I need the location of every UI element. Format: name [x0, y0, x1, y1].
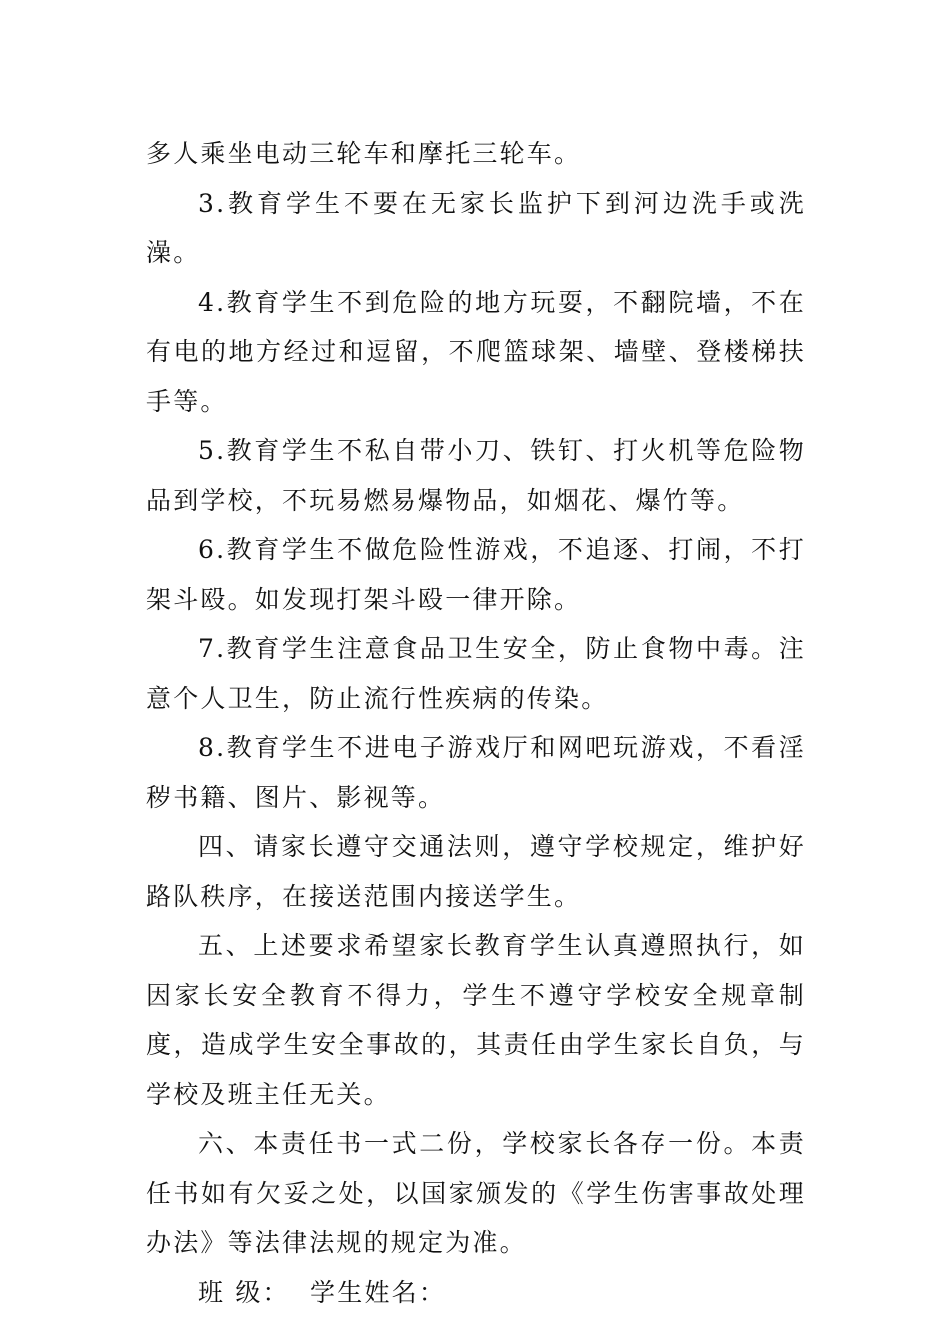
paragraph-item-6: 6.教育学生不做危险性游戏，不追逐、打闹，不打架斗殴。如发现打架斗殴一律开除。 — [146, 535, 806, 614]
paragraph-item-8: 8.教育学生不进电子游戏厅和网吧玩游戏，不看淫秽书籍、图片、影视等。 — [146, 733, 806, 812]
paragraph-item-3: 3.教育学生不要在无家长监护下到河边洗手或洗澡。 — [146, 188, 806, 267]
paragraph-section-5: 五、上述要求希望家长教育学生认真遵照执行，如因家长安全教育不得力，学生不遵守学校安全规章制度，造成学生安全事故的，其责任由学生家长自负，与学校及班主任无关。 — [146, 931, 806, 1109]
paragraph-section-4: 四、请家长遵守交通法则，遵守学校规定，维护好路队秩序，在接送范围内接送学生。 — [146, 832, 806, 911]
document-body — [146, 129, 806, 1317]
paragraph-item-4: 4.教育学生不到危险的地方玩耍，不翻院墙，不在有电的地方经过和逗留，不爬篮球架、墙壁、登楼梯扶手等。 — [146, 287, 806, 416]
paragraph-section-6: 六、本责任书一式二份，学校家长各存一份。本责任书如有欠妥之处，以国家颁发的《学生伤害事故处理办法》等法律法规的规定为准。 — [146, 1129, 806, 1257]
paragraph-item-7: 7.教育学生注意食品卫生安全，防止食物中毒。注意个人卫生，防止流行性疾病的传染。 — [146, 634, 806, 713]
paragraph-item-5: 5.教育学生不私自带小刀、铁钉、打火机等危险物品到学校，不玩易燃易爆物品，如烟花、爆竹等。 — [146, 436, 806, 515]
signature-line: 班 级： 学生姓名： — [198, 1277, 447, 1307]
paragraph-continuation: 多人乘坐电动三轮车和摩托三轮车。 — [146, 139, 582, 168]
